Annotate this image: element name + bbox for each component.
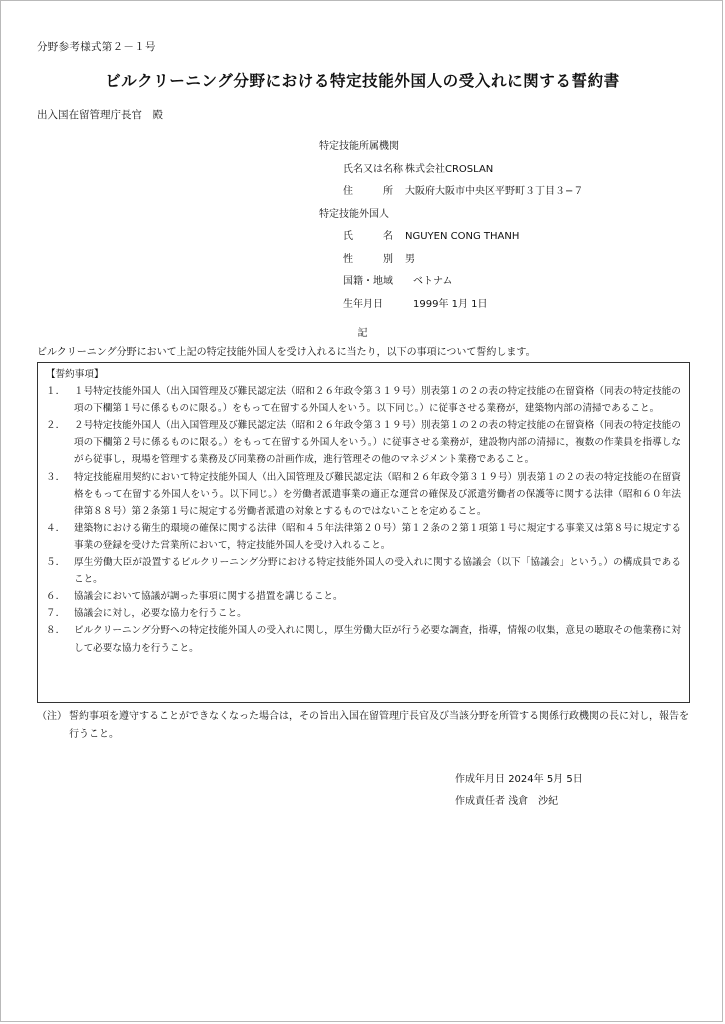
- pledge-item-text: ビルクリーニング分野への特定技能外国人の受入れに関し，厚生労働大臣が行う必要な調査，指導，情報の収集，意見の聴取その他業務に対して必要な協力を行うこと。: [74, 625, 681, 654]
- info-block: [319, 140, 583, 320]
- pledge-item-number: ７．: [46, 608, 66, 620]
- worker-nationality-row: [319, 275, 583, 298]
- pledge-item-number: ６．: [46, 591, 66, 603]
- org-address-row: [319, 185, 583, 208]
- pledge-box: [37, 362, 690, 703]
- pledge-item-text: 特定技能雇用契約において特定技能外国人（出入国管理及び難民認定法（昭和２６年政令第３１９号）別表第１の２の表の特定技能の在留資格をもって在留する外国人をいう。以下同じ。）を労働者派遣事業の適正な運営の確保及び派遣労働者の保護等に関する法律（昭和６０年法律第８８号）第２条第１号に規定する労働者派遣の対象とするものではないことを定めること。: [74, 471, 681, 517]
- pledge-item: [46, 520, 681, 554]
- worker-gender-row: [319, 253, 583, 276]
- addressee: 出入国在留管理庁長官 殿: [37, 109, 163, 121]
- pledge-item: [46, 469, 681, 520]
- pledge-item-number: ８．: [46, 625, 66, 637]
- worker-nationality-value: ベトナム: [413, 276, 453, 287]
- worker-gender-label: 性 別: [343, 253, 393, 265]
- worker-name-row: [319, 230, 583, 253]
- pledge-item-text: １号特定技能外国人（出入国管理及び難民認定法（昭和２６年政令第３１９号）別表第１の２の表の特定技能の在留資格（同表の特定技能の項の下欄第１号に係るものに限る。）をもって在留する外国人をいう。以下同じ。）に従事させる業務が，建築物内部の清掃であること。: [74, 386, 681, 415]
- form-id: 分野参考様式第２－１号: [37, 41, 156, 53]
- document-title: ビルクリーニング分野における特定技能外国人の受入れに関する誓約書: [105, 72, 620, 90]
- pledge-item-text: 厚生労働大臣が設置するビルクリーニング分野における特定技能外国人の受入れに関する協議会（以下「協議会」という。）の構成員であること。: [74, 557, 681, 586]
- pledge-item-text: 協議会において協議が調った事項に関する措置を講じること。: [74, 591, 343, 603]
- signature-date-value: 2024年 5月 5日: [508, 774, 583, 785]
- intro-text: ビルクリーニング分野において上記の特定技能外国人を受け入れるに当たり，以下の事項について誓約します。: [37, 347, 536, 358]
- signature-person-row: [455, 795, 583, 817]
- note-mark: （注）: [37, 711, 67, 722]
- worker-nationality-label: 国籍・地域: [343, 276, 393, 287]
- org-address-value: 大阪府大阪市中央区平野町３丁目３−７: [405, 186, 584, 197]
- signature-block: [455, 773, 583, 817]
- pledge-item: [46, 554, 681, 588]
- signature-date-row: [455, 773, 583, 795]
- note-text: 誓約事項を遵守することができなくなった場合は，その旨出入国在留管理庁長官及び当該分野を所管する関係行政機関の長に対し，報告を行うこと。: [69, 711, 689, 740]
- pledge-heading: 【誓約事項】: [46, 369, 104, 380]
- pledge-item-text: 協議会に対し，必要な協力を行うこと。: [74, 608, 247, 620]
- worker-dob-value: 1999年 1月 1日: [413, 298, 488, 310]
- worker-gender-value: 男: [405, 253, 415, 265]
- org-name-row: [319, 163, 583, 186]
- org-name-label: 氏名又は名称: [343, 163, 403, 175]
- org-name-value: 株式会社CROSLAN: [405, 163, 494, 175]
- pledge-item: [46, 417, 681, 468]
- pledge-item-text: ２号特定技能外国人（出入国管理及び難民認定法（昭和２６年政令第３１９号）別表第１の２の表の特定技能の在留資格（同表の特定技能の項の下欄第２号に係るものに限る。）をもって在留する外国人をいう。）に従事させる業務が，建設物内部の清掃に，複数の作業員を指導しながら従事し，現場を管理する業務及び同業務の計画作成，進行管理その他のマネジメント業務であること。: [74, 420, 681, 466]
- signature-date-label: 作成年月日: [455, 774, 505, 785]
- pledge-item-text: 建築物における衛生的環境の確保に関する法律（昭和４５年法律第２０号）第１２条の２第１項第１号に規定する事業又は第８号に規定する事業の登録を受けた営業所において，特定技能外国人を受け入れること。: [74, 522, 681, 551]
- pledge-item: [46, 622, 681, 656]
- worker-name-label: 氏 名: [343, 231, 393, 242]
- pledge-item: [46, 588, 681, 605]
- pledge-item: [46, 605, 681, 622]
- signature-person-label: 作成責任者: [455, 796, 505, 807]
- pledge-item-number: １．: [46, 386, 66, 398]
- org-address-label: 住 所: [343, 186, 393, 197]
- pledge-item: [46, 383, 681, 417]
- pledge-item-number: ３．: [46, 471, 66, 483]
- signature-person-value: 浅倉 沙紀: [508, 796, 559, 807]
- pledge-item-number: ２．: [46, 420, 66, 432]
- worker-heading: 特定技能外国人: [319, 208, 389, 220]
- org-heading: 特定技能所属機関: [319, 141, 399, 152]
- worker-dob-label: 生年月日: [343, 298, 383, 310]
- pledge-item-number: ４．: [46, 522, 66, 534]
- worker-name-value: NGUYEN CONG THANH: [405, 231, 520, 242]
- note: [37, 708, 697, 744]
- pledge-item-number: ５．: [46, 557, 66, 569]
- ki-heading: 記: [357, 328, 368, 339]
- worker-dob-row: [319, 298, 583, 321]
